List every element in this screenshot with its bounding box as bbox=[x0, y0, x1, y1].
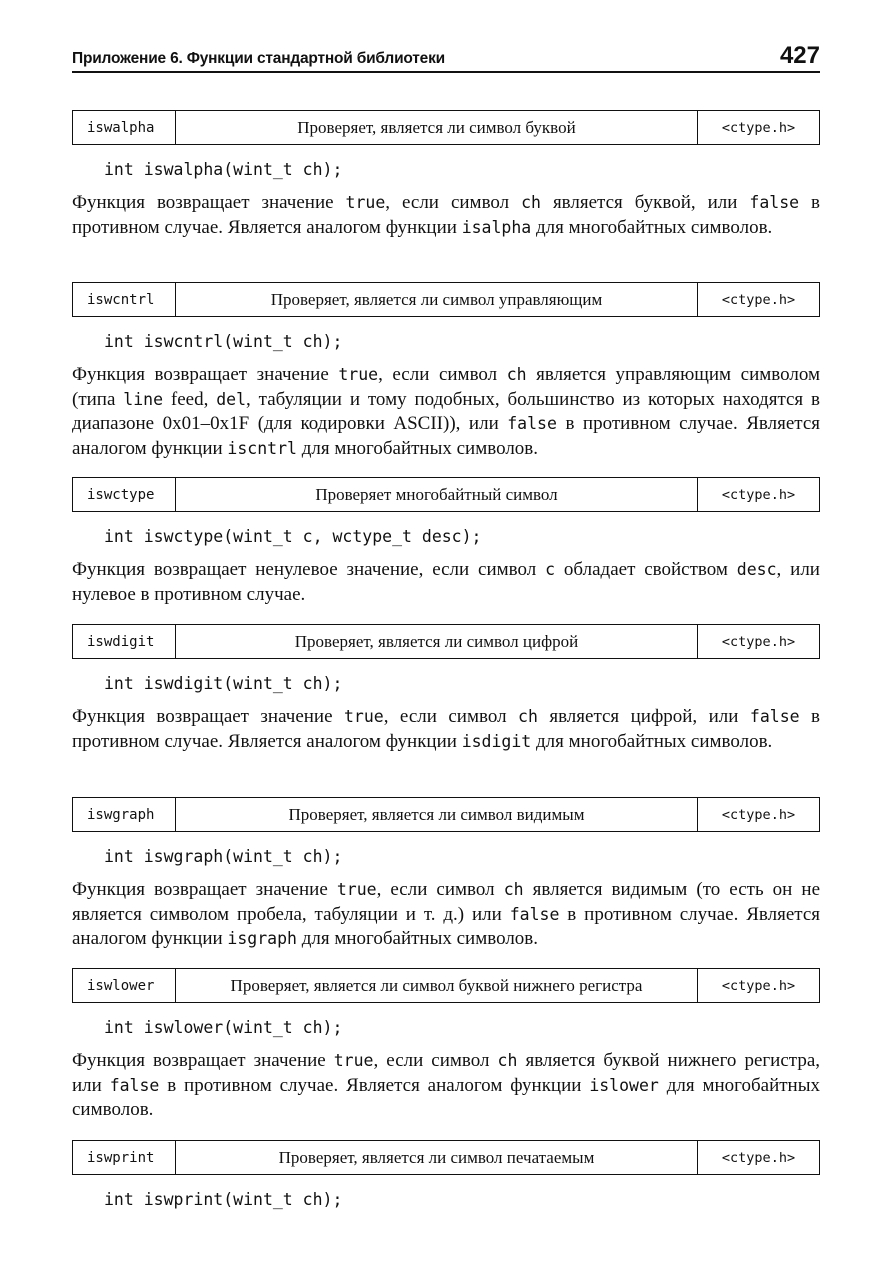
code-term: isalpha bbox=[461, 217, 532, 237]
function-name: iswlower bbox=[73, 969, 176, 1002]
description-text: в противном случае. Является аналогом функции bbox=[72, 706, 820, 752]
function-entry bbox=[72, 282, 820, 461]
description-text: Функция возвращает значение bbox=[72, 879, 337, 900]
code-term: false bbox=[749, 707, 800, 726]
description-text: feed, bbox=[163, 388, 217, 410]
description-text: Функция возвращает значение bbox=[72, 192, 346, 213]
function-prototype: int iswprint(wint_t ch); bbox=[104, 1190, 343, 1209]
chapter-title: Приложение 6. Функции стандартной библиотеки bbox=[72, 50, 445, 67]
description-text: для многобайтных символов. bbox=[72, 1074, 820, 1120]
code-term: false bbox=[749, 193, 800, 212]
description-text: для многобайтных символов. bbox=[296, 928, 539, 949]
function-summary-box bbox=[72, 110, 820, 145]
description-text: в противном случае. Является аналогом функции bbox=[72, 413, 820, 459]
function-prototype: int iswdigit(wint_t ch); bbox=[104, 674, 343, 693]
header-file: <ctype.h> bbox=[721, 1149, 796, 1166]
description-text: в противном случае. Является аналогом функции bbox=[72, 192, 821, 238]
code-term: ch bbox=[497, 1051, 518, 1070]
function-name: iswalpha bbox=[73, 111, 176, 144]
function-entry bbox=[72, 624, 820, 754]
function-description bbox=[72, 1049, 820, 1123]
function-summary: Проверяет, является ли символ буквой нижнего регистра bbox=[176, 969, 698, 1002]
function-name: iswprint bbox=[73, 1141, 176, 1174]
description-text: , если символ bbox=[373, 1050, 498, 1071]
function-summary-box bbox=[72, 1140, 820, 1175]
code-term: iscntrl bbox=[227, 438, 297, 458]
description-text: для многобайтных символов. bbox=[531, 216, 773, 238]
running-head bbox=[72, 40, 820, 73]
description-text: в противном случае. Является аналогом функции bbox=[72, 903, 820, 949]
code-term: true bbox=[345, 193, 386, 212]
book-page bbox=[72, 40, 821, 1209]
function-summary-box bbox=[72, 968, 820, 1003]
function-prototype: int iswalpha(wint_t ch); bbox=[104, 160, 343, 179]
code-term: false bbox=[109, 1075, 160, 1095]
code-term: true bbox=[333, 1051, 374, 1070]
function-summary-box bbox=[72, 797, 820, 832]
code-term: false bbox=[509, 904, 560, 924]
function-prototype: int iswcntrl(wint_t ch); bbox=[104, 332, 343, 351]
code-term: false bbox=[507, 414, 557, 433]
function-description bbox=[72, 878, 820, 952]
code-term: true bbox=[338, 365, 379, 384]
description-text: является управляющим символом (типа bbox=[72, 364, 820, 410]
description-text: является цифрой, или bbox=[537, 706, 750, 727]
description-text: Функция возвращает ненулевое значение, если символ bbox=[72, 559, 546, 580]
function-entry bbox=[72, 968, 820, 1123]
function-name: iswgraph bbox=[73, 798, 176, 831]
description-text: , табуляции и тому подобных, большинство из которых находятся в диапазоне 0x01–0x1F (для кодировки ASCII)), или bbox=[72, 388, 820, 434]
header-file: <ctype.h> bbox=[721, 633, 796, 650]
description-text: для многобайтных символов. bbox=[531, 730, 773, 752]
function-summary: Проверяет, является ли символ цифрой bbox=[176, 625, 698, 658]
header-file: <ctype.h> bbox=[721, 977, 796, 994]
code-term: desc bbox=[736, 560, 777, 579]
function-description bbox=[72, 705, 820, 754]
function-entry bbox=[72, 1140, 820, 1212]
code-term: islower bbox=[589, 1075, 659, 1095]
description-text: Функция возвращает значение bbox=[72, 706, 344, 727]
code-term: ch bbox=[521, 193, 541, 212]
header-file: <ctype.h> bbox=[721, 119, 796, 136]
description-text: , если символ bbox=[383, 706, 519, 727]
code-term: isgraph bbox=[227, 929, 297, 948]
function-summary: Проверяет многобайтный символ bbox=[176, 478, 698, 511]
code-term: ch bbox=[503, 880, 524, 899]
code-term: isdigit bbox=[461, 731, 532, 751]
description-text: в противном случае. Является аналогом функции bbox=[159, 1074, 590, 1096]
function-description bbox=[72, 363, 820, 461]
header-file: <ctype.h> bbox=[721, 486, 796, 503]
code-term: ch bbox=[518, 707, 538, 726]
code-term: c bbox=[545, 560, 556, 579]
function-entry bbox=[72, 797, 820, 952]
function-summary-box bbox=[72, 624, 820, 659]
description-text: , или нулевое в противном случае. bbox=[72, 559, 820, 605]
description-text: является буквой, или bbox=[540, 192, 750, 213]
description-text: является видимым (то есть он не является символом пробела, табуляции и т. д.) или bbox=[72, 879, 821, 925]
function-name: iswdigit bbox=[73, 625, 176, 658]
description-text: обладает свойством bbox=[555, 559, 737, 580]
description-text: , если символ bbox=[376, 879, 504, 900]
function-prototype: int iswlower(wint_t ch); bbox=[104, 1018, 343, 1037]
function-prototype: int iswctype(wint_t c, wctype_t desc); bbox=[104, 527, 482, 546]
code-term: del bbox=[216, 389, 247, 409]
function-description bbox=[72, 558, 820, 607]
description-text: является буквой нижнего регистра, или bbox=[72, 1050, 821, 1096]
function-summary: Проверяет, является ли символ управляющим bbox=[176, 283, 698, 316]
function-summary: Проверяет, является ли символ видимым bbox=[176, 798, 698, 831]
function-entry bbox=[72, 477, 820, 607]
function-summary: Проверяет, является ли символ буквой bbox=[176, 111, 698, 144]
function-name: iswctype bbox=[73, 478, 176, 511]
function-description bbox=[72, 191, 820, 240]
function-name: iswcntrl bbox=[73, 283, 176, 316]
header-file: <ctype.h> bbox=[721, 806, 796, 823]
code-term: true bbox=[343, 707, 384, 726]
description-text: Функция возвращает значение bbox=[72, 1050, 334, 1071]
code-term: true bbox=[336, 880, 377, 899]
description-text: для многобайтных символов. bbox=[296, 437, 539, 459]
description-text: Функция возвращает значение bbox=[72, 364, 339, 385]
code-term: ch bbox=[506, 365, 527, 384]
description-text: , если символ bbox=[378, 364, 507, 385]
code-term: line bbox=[123, 389, 164, 409]
function-entry bbox=[72, 110, 820, 240]
page-number: 427 bbox=[779, 42, 820, 69]
header-file: <ctype.h> bbox=[721, 291, 796, 308]
function-summary-box bbox=[72, 477, 820, 512]
function-summary: Проверяет, является ли символ печатаемым bbox=[176, 1141, 698, 1174]
function-prototype: int iswgraph(wint_t ch); bbox=[104, 847, 343, 866]
description-text: , если символ bbox=[385, 192, 522, 213]
function-summary-box bbox=[72, 282, 820, 317]
